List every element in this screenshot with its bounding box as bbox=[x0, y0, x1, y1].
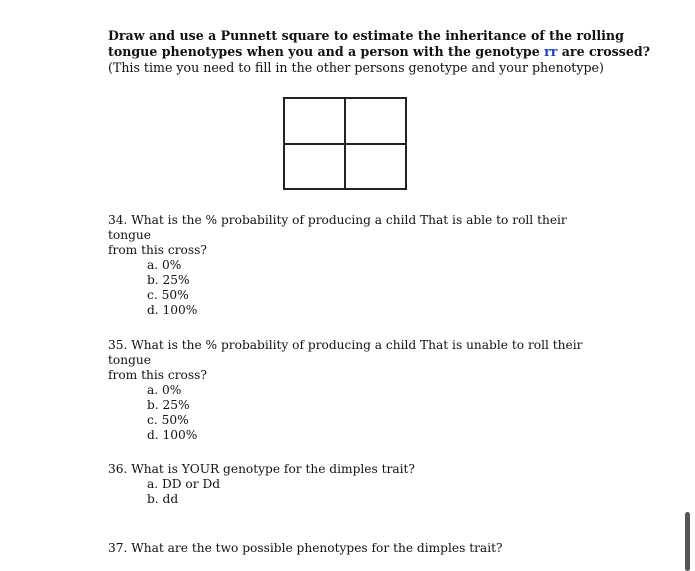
question-36 bbox=[108, 462, 588, 507]
question-34-text-line-1: 34. What is the % probability of producing a child That is able to roll their tongue bbox=[108, 213, 567, 242]
question-35-option-b: b. 25% bbox=[147, 398, 190, 412]
question-35-options bbox=[147, 383, 588, 443]
punnett-cell-top-right bbox=[345, 98, 406, 144]
question-34-option-a: a. 0% bbox=[147, 258, 182, 272]
question-34-options bbox=[147, 258, 588, 318]
question-37 bbox=[108, 541, 588, 556]
genotype-rr: rr bbox=[544, 44, 558, 59]
instructions-line-2-pre: tongue phenotypes when you and a person with the genotype bbox=[108, 44, 545, 59]
question-35-option-a: a. 0% bbox=[147, 383, 182, 397]
question-34-option-c: c. 50% bbox=[147, 288, 189, 302]
question-36-options bbox=[147, 477, 588, 507]
question-36-text-line-1: 36. What is YOUR genotype for the dimples trait? bbox=[108, 462, 415, 476]
question-35-option-c: c. 50% bbox=[147, 413, 189, 427]
question-35-text-line-1: 35. What is the % probability of producing a child That is unable to roll their tongue bbox=[108, 338, 583, 367]
instructions-block bbox=[108, 28, 668, 76]
instructions-line-3: (This time you need to fill in the other persons genotype and your phenotype) bbox=[108, 60, 604, 75]
punnett-cell-top-left bbox=[284, 98, 345, 144]
question-34-option-b: b. 25% bbox=[147, 273, 190, 287]
instructions-line-2 bbox=[108, 44, 668, 60]
question-34 bbox=[108, 213, 588, 318]
question-35-option-d: d. 100% bbox=[147, 428, 198, 442]
punnett-square bbox=[283, 97, 407, 190]
question-37-text-line-1: 37. What are the two possible phenotypes for the dimples trait? bbox=[108, 541, 503, 555]
question-34-text-line-2: from this cross? bbox=[108, 243, 207, 257]
question-36-option-b: b. dd bbox=[147, 492, 179, 506]
question-36-option-a: a. DD or Dd bbox=[147, 477, 221, 491]
punnett-cell-bottom-left bbox=[284, 144, 345, 190]
vertical-scrollbar-thumb[interactable] bbox=[685, 512, 690, 571]
question-35 bbox=[108, 338, 588, 443]
punnett-cell-bottom-right bbox=[345, 144, 406, 190]
instructions-line-1: Draw and use a Punnett square to estimate the inheritance of the rolling bbox=[108, 28, 624, 43]
question-34-option-d: d. 100% bbox=[147, 303, 198, 317]
instructions-line-2-post: are crossed? bbox=[557, 44, 651, 59]
question-35-text-line-2: from this cross? bbox=[108, 368, 207, 382]
